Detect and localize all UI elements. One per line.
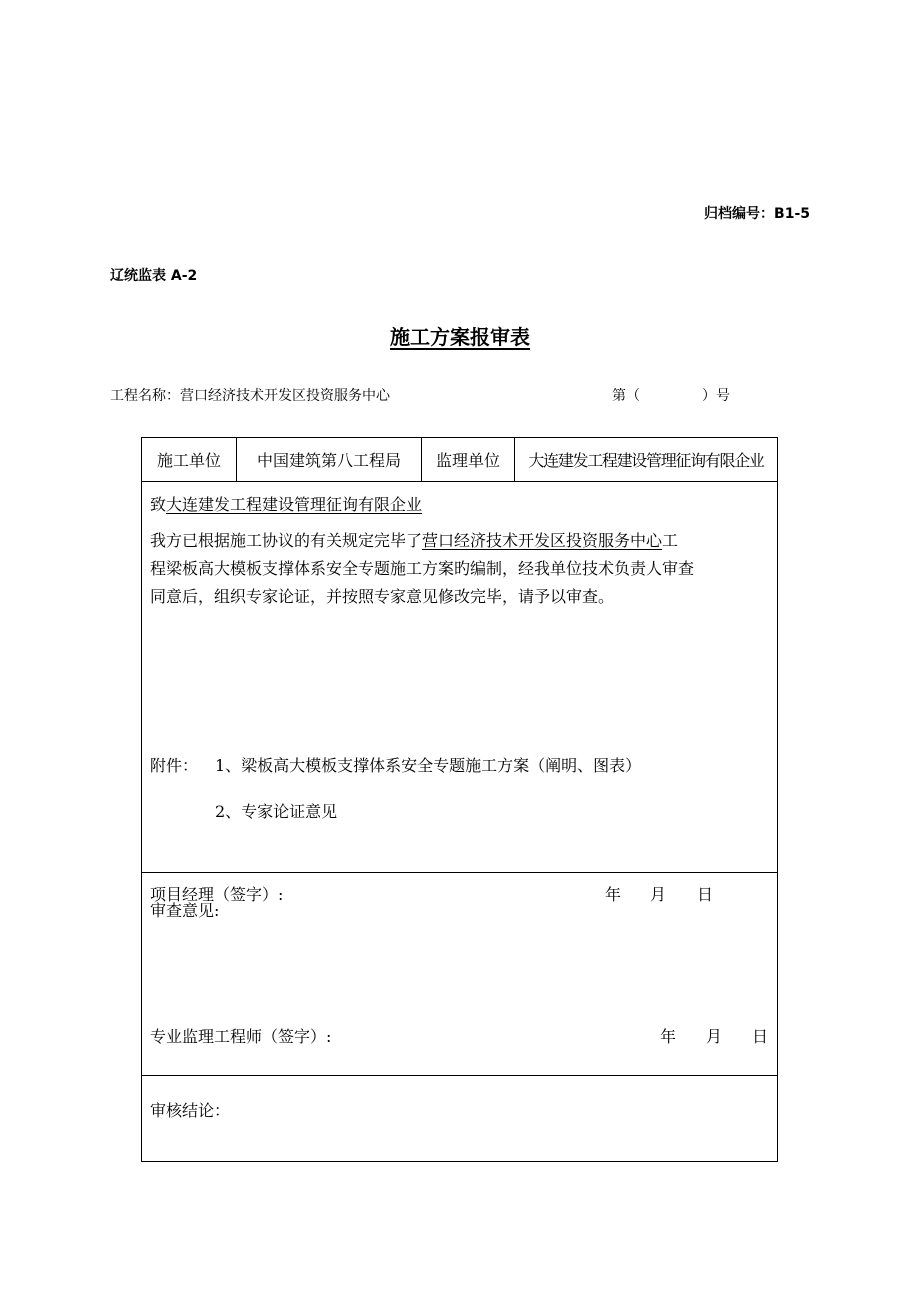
number-suffix: ）号 xyxy=(702,388,730,404)
page-title: 施工方案报审表 xyxy=(390,325,530,349)
review-section xyxy=(142,873,777,1076)
units-row xyxy=(142,438,777,482)
project-name: 营口经济技术开发区投资服务中心 xyxy=(180,388,390,404)
attachment-1: 1、梁板高大模板支撑体系安全专题施工方案（阐明、图表） xyxy=(215,756,642,775)
addressee-line xyxy=(150,492,422,518)
form-code: 辽统监表 A-2 xyxy=(110,268,198,284)
review-date-month: 月 xyxy=(706,1027,723,1046)
body-line-1-suffix: 工 xyxy=(662,531,679,550)
body-line-3: 同意后，组织专家论证，并按照专家意见修改完毕，请予以审查。 xyxy=(150,587,615,606)
form-number-line xyxy=(612,385,730,405)
supervisor-signature: 专业监理工程师（签字）: xyxy=(150,1027,332,1046)
construction-unit-label: 施工单位 xyxy=(142,438,237,481)
submission-section xyxy=(142,482,777,904)
conclusion-section xyxy=(142,1076,777,1162)
addressee-name: 大连建发工程建设管理征询有限企业 xyxy=(166,495,423,514)
project-name-line xyxy=(110,385,390,405)
review-opinion-label: 审查意见: xyxy=(150,901,220,920)
submission-date-year: 年 xyxy=(605,885,622,904)
review-date-day: 日 xyxy=(752,1027,769,1046)
review-date-year: 年 xyxy=(660,1027,677,1046)
project-label: 工程名称： xyxy=(110,388,180,404)
body-line-2: 程梁板高大模板支撑体系安全专题施工方案旳编制，经我单位技术负责人审查 xyxy=(150,559,695,578)
attachments-label: 附件： xyxy=(150,756,199,775)
body-line-1-prefix: 我方已根据施工协议的有关规定完毕了 xyxy=(150,531,423,550)
construction-unit-value: 中国建筑第八工程局 xyxy=(237,438,422,481)
supervision-unit-label: 监理单位 xyxy=(422,438,515,481)
project-manager-signature: 项目经理（签字）: xyxy=(150,885,284,904)
attachment-2: 2、专家论证意见 xyxy=(215,802,338,821)
number-prefix: 第（ xyxy=(612,388,640,404)
body-project-name: 营口经济技术开发区投资服务中心 xyxy=(422,531,663,550)
addressee-prefix: 致 xyxy=(150,495,167,514)
archive-number: 归档编号：B1-5 xyxy=(704,206,810,222)
submission-date-day: 日 xyxy=(697,885,714,904)
conclusion-label: 审核结论： xyxy=(150,1101,231,1120)
approval-form-table xyxy=(141,437,778,1162)
supervision-unit-value: 大连建发工程建设管理征询有限企业 xyxy=(528,451,764,470)
submission-date-month: 月 xyxy=(650,885,667,904)
body-line-1 xyxy=(150,528,678,554)
